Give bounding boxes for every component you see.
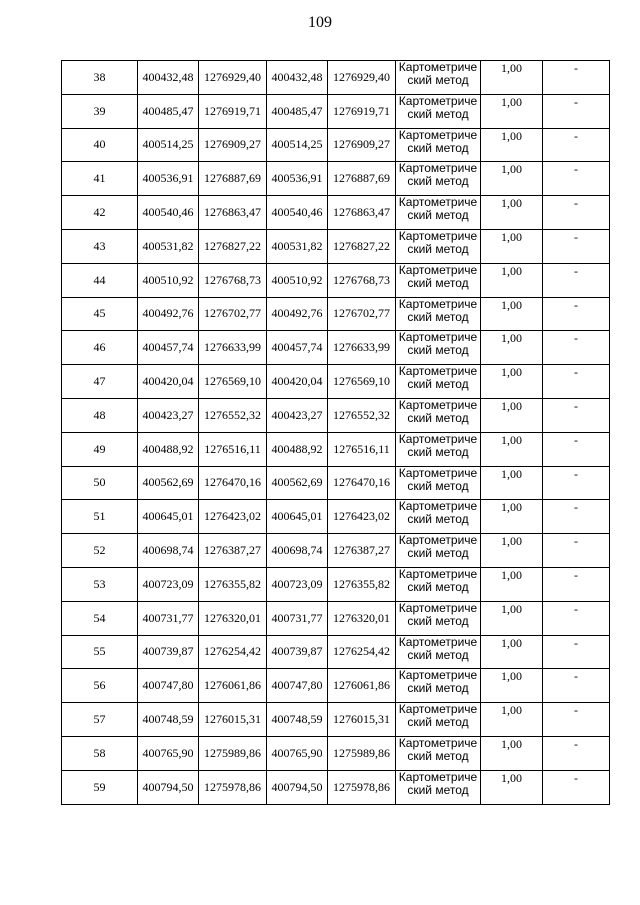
y-coordinate-cell: 1276827,22 xyxy=(199,229,267,263)
table-row xyxy=(62,61,610,95)
method-cell: Картометриче ский метод xyxy=(396,500,481,534)
y-coordinate-new-cell: 1276516,11 xyxy=(328,432,396,466)
x-coordinate-cell: 400540,46 xyxy=(138,196,199,230)
x-coordinate-cell: 400423,27 xyxy=(138,398,199,432)
table-row xyxy=(62,466,610,500)
empty-cell: - xyxy=(543,128,610,162)
x-coordinate-new-cell: 400510,92 xyxy=(267,263,328,297)
y-coordinate-new-cell: 1276470,16 xyxy=(328,466,396,500)
y-coordinate-cell: 1276254,42 xyxy=(199,635,267,669)
table-row xyxy=(62,567,610,601)
x-coordinate-cell: 400457,74 xyxy=(138,331,199,365)
method-cell: Картометриче ский метод xyxy=(396,601,481,635)
y-coordinate-cell: 1276320,01 xyxy=(199,601,267,635)
x-coordinate-cell: 400420,04 xyxy=(138,365,199,399)
method-cell: Картометриче ский метод xyxy=(396,736,481,770)
x-coordinate-new-cell: 400457,74 xyxy=(267,331,328,365)
y-coordinate-new-cell: 1276552,32 xyxy=(328,398,396,432)
accuracy-cell: 1,00 xyxy=(481,196,543,230)
x-coordinate-cell: 400739,87 xyxy=(138,635,199,669)
accuracy-cell: 1,00 xyxy=(481,669,543,703)
point-number-cell: 49 xyxy=(62,432,138,466)
x-coordinate-new-cell: 400536,91 xyxy=(267,162,328,196)
y-coordinate-cell: 1276569,10 xyxy=(199,365,267,399)
accuracy-cell: 1,00 xyxy=(481,770,543,804)
method-cell: Картометриче ский метод xyxy=(396,432,481,466)
y-coordinate-cell: 1276552,32 xyxy=(199,398,267,432)
x-coordinate-cell: 400531,82 xyxy=(138,229,199,263)
accuracy-cell: 1,00 xyxy=(481,432,543,466)
x-coordinate-cell: 400536,91 xyxy=(138,162,199,196)
accuracy-cell: 1,00 xyxy=(481,128,543,162)
method-cell: Картометриче ский метод xyxy=(396,398,481,432)
y-coordinate-new-cell: 1276387,27 xyxy=(328,534,396,568)
accuracy-cell: 1,00 xyxy=(481,534,543,568)
empty-cell: - xyxy=(543,669,610,703)
empty-cell: - xyxy=(543,94,610,128)
empty-cell: - xyxy=(543,770,610,804)
x-coordinate-new-cell: 400562,69 xyxy=(267,466,328,500)
y-coordinate-cell: 1276702,77 xyxy=(199,297,267,331)
point-number-cell: 39 xyxy=(62,94,138,128)
x-coordinate-cell: 400510,92 xyxy=(138,263,199,297)
x-coordinate-cell: 400723,09 xyxy=(138,567,199,601)
method-cell: Картометриче ский метод xyxy=(396,635,481,669)
empty-cell: - xyxy=(543,196,610,230)
accuracy-cell: 1,00 xyxy=(481,635,543,669)
x-coordinate-cell: 400514,25 xyxy=(138,128,199,162)
empty-cell: - xyxy=(543,263,610,297)
empty-cell: - xyxy=(543,162,610,196)
y-coordinate-cell: 1276355,82 xyxy=(199,567,267,601)
y-coordinate-new-cell: 1276423,02 xyxy=(328,500,396,534)
point-number-cell: 44 xyxy=(62,263,138,297)
method-cell: Картометриче ский метод xyxy=(396,567,481,601)
table-row xyxy=(62,601,610,635)
table-body xyxy=(62,61,610,805)
table-row xyxy=(62,94,610,128)
accuracy-cell: 1,00 xyxy=(481,61,543,95)
x-coordinate-new-cell: 400540,46 xyxy=(267,196,328,230)
x-coordinate-new-cell: 400531,82 xyxy=(267,229,328,263)
accuracy-cell: 1,00 xyxy=(481,263,543,297)
y-coordinate-cell: 1276423,02 xyxy=(199,500,267,534)
accuracy-cell: 1,00 xyxy=(481,736,543,770)
accuracy-cell: 1,00 xyxy=(481,94,543,128)
empty-cell: - xyxy=(543,601,610,635)
x-coordinate-cell: 400748,59 xyxy=(138,703,199,737)
y-coordinate-new-cell: 1276633,99 xyxy=(328,331,396,365)
method-cell: Картометриче ский метод xyxy=(396,61,481,95)
point-number-cell: 54 xyxy=(62,601,138,635)
x-coordinate-new-cell: 400739,87 xyxy=(267,635,328,669)
x-coordinate-new-cell: 400794,50 xyxy=(267,770,328,804)
x-coordinate-new-cell: 400731,77 xyxy=(267,601,328,635)
x-coordinate-cell: 400432,48 xyxy=(138,61,199,95)
x-coordinate-cell: 400485,47 xyxy=(138,94,199,128)
table-row xyxy=(62,297,610,331)
method-cell: Картометриче ский метод xyxy=(396,196,481,230)
x-coordinate-new-cell: 400432,48 xyxy=(267,61,328,95)
y-coordinate-cell: 1276919,71 xyxy=(199,94,267,128)
accuracy-cell: 1,00 xyxy=(481,331,543,365)
x-coordinate-cell: 400765,90 xyxy=(138,736,199,770)
y-coordinate-new-cell: 1276909,27 xyxy=(328,128,396,162)
method-cell: Картометриче ский метод xyxy=(396,703,481,737)
method-cell: Картометриче ский метод xyxy=(396,229,481,263)
table-row xyxy=(62,398,610,432)
y-coordinate-new-cell: 1276061,86 xyxy=(328,669,396,703)
table-row xyxy=(62,432,610,466)
accuracy-cell: 1,00 xyxy=(481,567,543,601)
x-coordinate-new-cell: 400765,90 xyxy=(267,736,328,770)
point-number-cell: 55 xyxy=(62,635,138,669)
y-coordinate-cell: 1276768,73 xyxy=(199,263,267,297)
x-coordinate-cell: 400488,92 xyxy=(138,432,199,466)
method-cell: Картометриче ский метод xyxy=(396,297,481,331)
empty-cell: - xyxy=(543,229,610,263)
x-coordinate-new-cell: 400423,27 xyxy=(267,398,328,432)
point-number-cell: 52 xyxy=(62,534,138,568)
accuracy-cell: 1,00 xyxy=(481,365,543,399)
y-coordinate-new-cell: 1275978,86 xyxy=(328,770,396,804)
table-row xyxy=(62,534,610,568)
method-cell: Картометриче ский метод xyxy=(396,770,481,804)
y-coordinate-cell: 1276516,11 xyxy=(199,432,267,466)
point-number-cell: 58 xyxy=(62,736,138,770)
table-row xyxy=(62,162,610,196)
x-coordinate-new-cell: 400723,09 xyxy=(267,567,328,601)
point-number-cell: 41 xyxy=(62,162,138,196)
method-cell: Картометриче ский метод xyxy=(396,365,481,399)
table-row xyxy=(62,736,610,770)
y-coordinate-new-cell: 1276355,82 xyxy=(328,567,396,601)
y-coordinate-new-cell: 1276827,22 xyxy=(328,229,396,263)
y-coordinate-cell: 1276863,47 xyxy=(199,196,267,230)
y-coordinate-cell: 1276015,31 xyxy=(199,703,267,737)
accuracy-cell: 1,00 xyxy=(481,297,543,331)
table-row xyxy=(62,669,610,703)
method-cell: Картометриче ский метод xyxy=(396,128,481,162)
y-coordinate-new-cell: 1276919,71 xyxy=(328,94,396,128)
x-coordinate-cell: 400747,80 xyxy=(138,669,199,703)
y-coordinate-new-cell: 1276768,73 xyxy=(328,263,396,297)
y-coordinate-cell: 1275989,86 xyxy=(199,736,267,770)
y-coordinate-cell: 1276387,27 xyxy=(199,534,267,568)
method-cell: Картометриче ский метод xyxy=(396,331,481,365)
y-coordinate-new-cell: 1275989,86 xyxy=(328,736,396,770)
table-row xyxy=(62,331,610,365)
y-coordinate-cell: 1276909,27 xyxy=(199,128,267,162)
table-row xyxy=(62,229,610,263)
empty-cell: - xyxy=(543,331,610,365)
empty-cell: - xyxy=(543,703,610,737)
y-coordinate-cell: 1275978,86 xyxy=(199,770,267,804)
empty-cell: - xyxy=(543,635,610,669)
y-coordinate-cell: 1276887,69 xyxy=(199,162,267,196)
method-cell: Картометриче ский метод xyxy=(396,534,481,568)
x-coordinate-new-cell: 400488,92 xyxy=(267,432,328,466)
method-cell: Картометриче ский метод xyxy=(396,466,481,500)
empty-cell: - xyxy=(543,466,610,500)
point-number-cell: 48 xyxy=(62,398,138,432)
point-number-cell: 59 xyxy=(62,770,138,804)
x-coordinate-cell: 400731,77 xyxy=(138,601,199,635)
y-coordinate-new-cell: 1276863,47 xyxy=(328,196,396,230)
coordinates-table xyxy=(61,60,610,805)
point-number-cell: 43 xyxy=(62,229,138,263)
point-number-cell: 46 xyxy=(62,331,138,365)
x-coordinate-cell: 400794,50 xyxy=(138,770,199,804)
x-coordinate-cell: 400562,69 xyxy=(138,466,199,500)
empty-cell: - xyxy=(543,534,610,568)
accuracy-cell: 1,00 xyxy=(481,500,543,534)
x-coordinate-new-cell: 400514,25 xyxy=(267,128,328,162)
x-coordinate-new-cell: 400747,80 xyxy=(267,669,328,703)
empty-cell: - xyxy=(543,398,610,432)
empty-cell: - xyxy=(543,500,610,534)
x-coordinate-new-cell: 400698,74 xyxy=(267,534,328,568)
method-cell: Картометриче ский метод xyxy=(396,263,481,297)
y-coordinate-cell: 1276929,40 xyxy=(199,61,267,95)
empty-cell: - xyxy=(543,567,610,601)
accuracy-cell: 1,00 xyxy=(481,229,543,263)
x-coordinate-cell: 400645,01 xyxy=(138,500,199,534)
x-coordinate-new-cell: 400420,04 xyxy=(267,365,328,399)
x-coordinate-new-cell: 400485,47 xyxy=(267,94,328,128)
table-row xyxy=(62,770,610,804)
accuracy-cell: 1,00 xyxy=(481,601,543,635)
point-number-cell: 40 xyxy=(62,128,138,162)
accuracy-cell: 1,00 xyxy=(481,398,543,432)
point-number-cell: 57 xyxy=(62,703,138,737)
table-row xyxy=(62,365,610,399)
y-coordinate-new-cell: 1276702,77 xyxy=(328,297,396,331)
empty-cell: - xyxy=(543,297,610,331)
x-coordinate-new-cell: 400645,01 xyxy=(267,500,328,534)
method-cell: Картометриче ский метод xyxy=(396,669,481,703)
y-coordinate-cell: 1276633,99 xyxy=(199,331,267,365)
table-row xyxy=(62,196,610,230)
table-row xyxy=(62,703,610,737)
accuracy-cell: 1,00 xyxy=(481,162,543,196)
empty-cell: - xyxy=(543,61,610,95)
table-row xyxy=(62,128,610,162)
accuracy-cell: 1,00 xyxy=(481,703,543,737)
point-number-cell: 50 xyxy=(62,466,138,500)
y-coordinate-cell: 1276470,16 xyxy=(199,466,267,500)
method-cell: Картометриче ский метод xyxy=(396,94,481,128)
point-number-cell: 42 xyxy=(62,196,138,230)
table-row xyxy=(62,263,610,297)
x-coordinate-new-cell: 400748,59 xyxy=(267,703,328,737)
y-coordinate-new-cell: 1276320,01 xyxy=(328,601,396,635)
point-number-cell: 56 xyxy=(62,669,138,703)
method-cell: Картометриче ский метод xyxy=(396,162,481,196)
x-coordinate-cell: 400492,76 xyxy=(138,297,199,331)
empty-cell: - xyxy=(543,736,610,770)
point-number-cell: 38 xyxy=(62,61,138,95)
table-row xyxy=(62,500,610,534)
point-number-cell: 45 xyxy=(62,297,138,331)
y-coordinate-new-cell: 1276569,10 xyxy=(328,365,396,399)
empty-cell: - xyxy=(543,432,610,466)
table-row xyxy=(62,635,610,669)
x-coordinate-new-cell: 400492,76 xyxy=(267,297,328,331)
y-coordinate-new-cell: 1276015,31 xyxy=(328,703,396,737)
y-coordinate-new-cell: 1276929,40 xyxy=(328,61,396,95)
y-coordinate-new-cell: 1276887,69 xyxy=(328,162,396,196)
empty-cell: - xyxy=(543,365,610,399)
point-number-cell: 53 xyxy=(62,567,138,601)
point-number-cell: 51 xyxy=(62,500,138,534)
y-coordinate-new-cell: 1276254,42 xyxy=(328,635,396,669)
point-number-cell: 47 xyxy=(62,365,138,399)
y-coordinate-cell: 1276061,86 xyxy=(199,669,267,703)
page-number: 109 xyxy=(308,14,332,31)
accuracy-cell: 1,00 xyxy=(481,466,543,500)
x-coordinate-cell: 400698,74 xyxy=(138,534,199,568)
